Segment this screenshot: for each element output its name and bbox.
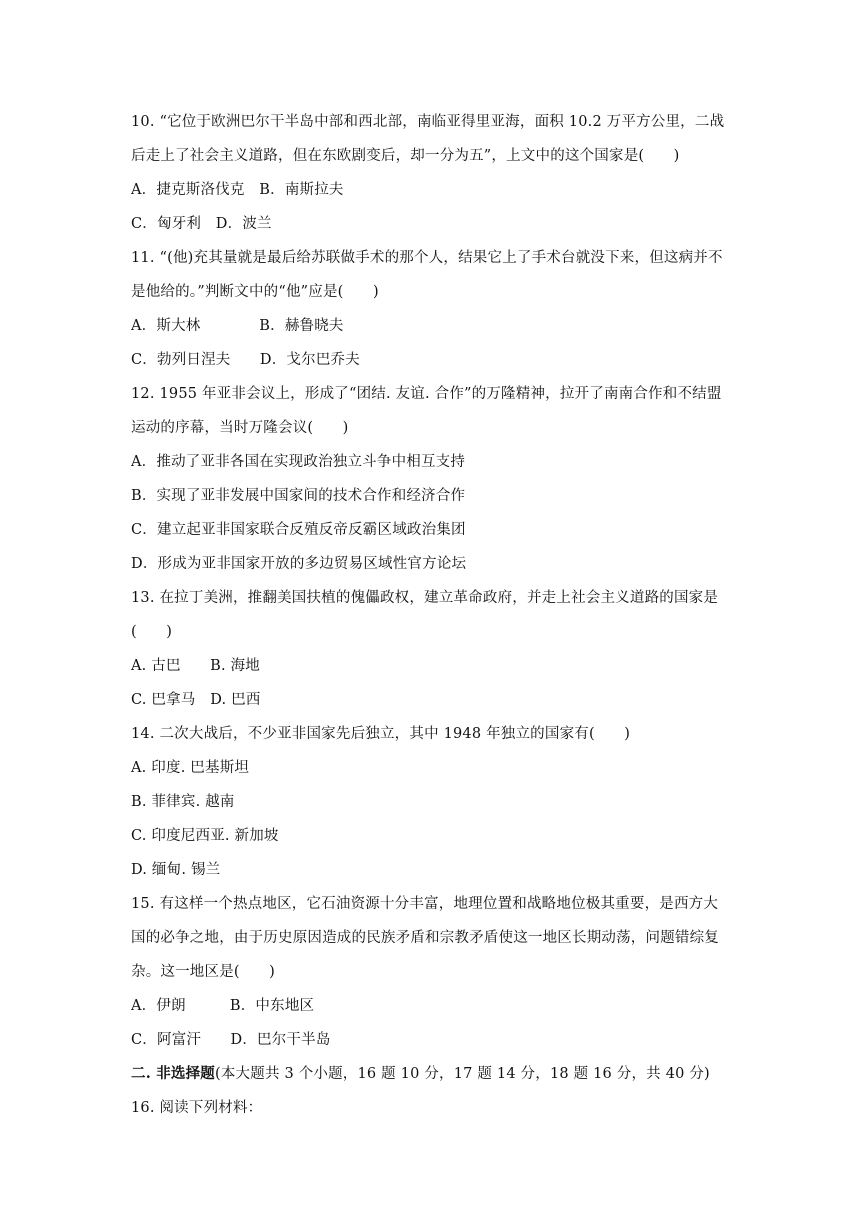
q13-options-ab: A. 古巴 B. 海地 (131, 658, 260, 674)
q15-stem-line-1: 15. 有这样一个热点地区，它石油资源十分丰富，地理位置和战略地位极其重要，是西方大 (131, 896, 719, 912)
q12-option-d: D．形成为亚非国家开放的多边贸易区域性官方论坛 (131, 556, 467, 572)
q15-options-ab: A．伊朗 B．中东地区 (131, 998, 315, 1014)
q14-option-d: D. 缅甸. 锡兰 (131, 862, 221, 878)
q14-stem: 14. 二次大战后，不少亚非国家先后独立，其中 1948 年独立的国家有( ) (131, 726, 631, 742)
q13-options-cd: C. 巴拿马 D. 巴西 (131, 692, 261, 708)
q15-options-cd: C．阿富汗 D．巴尔干半岛 (131, 1032, 331, 1048)
q12-stem-line-2: 运动的序幕，当时万隆会议( ) (131, 420, 349, 436)
q13-stem-line-1: 13. 在拉丁美洲，推翻美国扶植的傀儡政权，建立革命政府，并走上社会主义道路的国家是 (131, 590, 719, 606)
section-instructions: (本大题共 3 个小题，16 题 10 分，17 题 14 分，18 题 16 分，共 40 分) (215, 1066, 710, 1082)
q12-option-c: C．建立起亚非国家联合反殖反帝反霸区域政治集团 (131, 522, 466, 538)
q10-options-ab: A．捷克斯洛伐克 B．南斯拉夫 (131, 182, 344, 198)
q14-option-b: B. 菲律宾. 越南 (131, 794, 235, 810)
q11-stem-line-2: 是他给的。”判断文中的“他”应是( ) (131, 284, 379, 300)
q13-stem-line-2: ( ) (131, 624, 173, 640)
q15-stem-line-2: 国的必争之地，由于历史原因造成的民族矛盾和宗教矛盾使这一地区长期动荡，问题错综复 (131, 930, 719, 946)
section-heading: 二. 非选择题 (131, 1065, 215, 1082)
q15-stem-line-3: 杂。这一地区是( ) (131, 964, 276, 980)
q12-option-a: A．推动了亚非各国在实现政治独立斗争中相互支持 (131, 454, 466, 470)
section-two-header (131, 1062, 710, 1086)
q14-option-c: C. 印度尼西亚. 新加坡 (131, 828, 279, 844)
q14-option-a: A. 印度. 巴基斯坦 (131, 760, 250, 776)
q11-options-ab: A．斯大林 B．赫鲁晓夫 (131, 318, 344, 334)
q10-stem-line-2: 后走上了社会主义道路，但在东欧剧变后，却一分为五”，上文中的这个国家是( ) (131, 148, 680, 164)
q12-stem-line-1: 12. 1955 年亚非会议上，形成了“团结. 友谊. 合作”的万隆精神，拉开了南南合作和不结盟 (131, 386, 722, 402)
q12-option-b: B．实现了亚非发展中国家间的技术合作和经济合作 (131, 488, 466, 504)
q16-stem: 16. 阅读下列材料： (131, 1100, 263, 1116)
q10-stem-line-1: 10. “它位于欧洲巴尔干半岛中部和西北部，南临亚得里亚海，面积 10.2 万平方公里，二战 (131, 114, 725, 130)
q10-options-cd: C．匈牙利 D．波兰 (131, 216, 272, 232)
q11-stem-line-1: 11. “(他)充其量就是最后给苏联做手术的那个人，结果它上了手术台就没下来，但这病并不 (131, 250, 723, 266)
q11-options-cd: C．勃列日涅夫 D．戈尔巴乔夫 (131, 352, 360, 368)
